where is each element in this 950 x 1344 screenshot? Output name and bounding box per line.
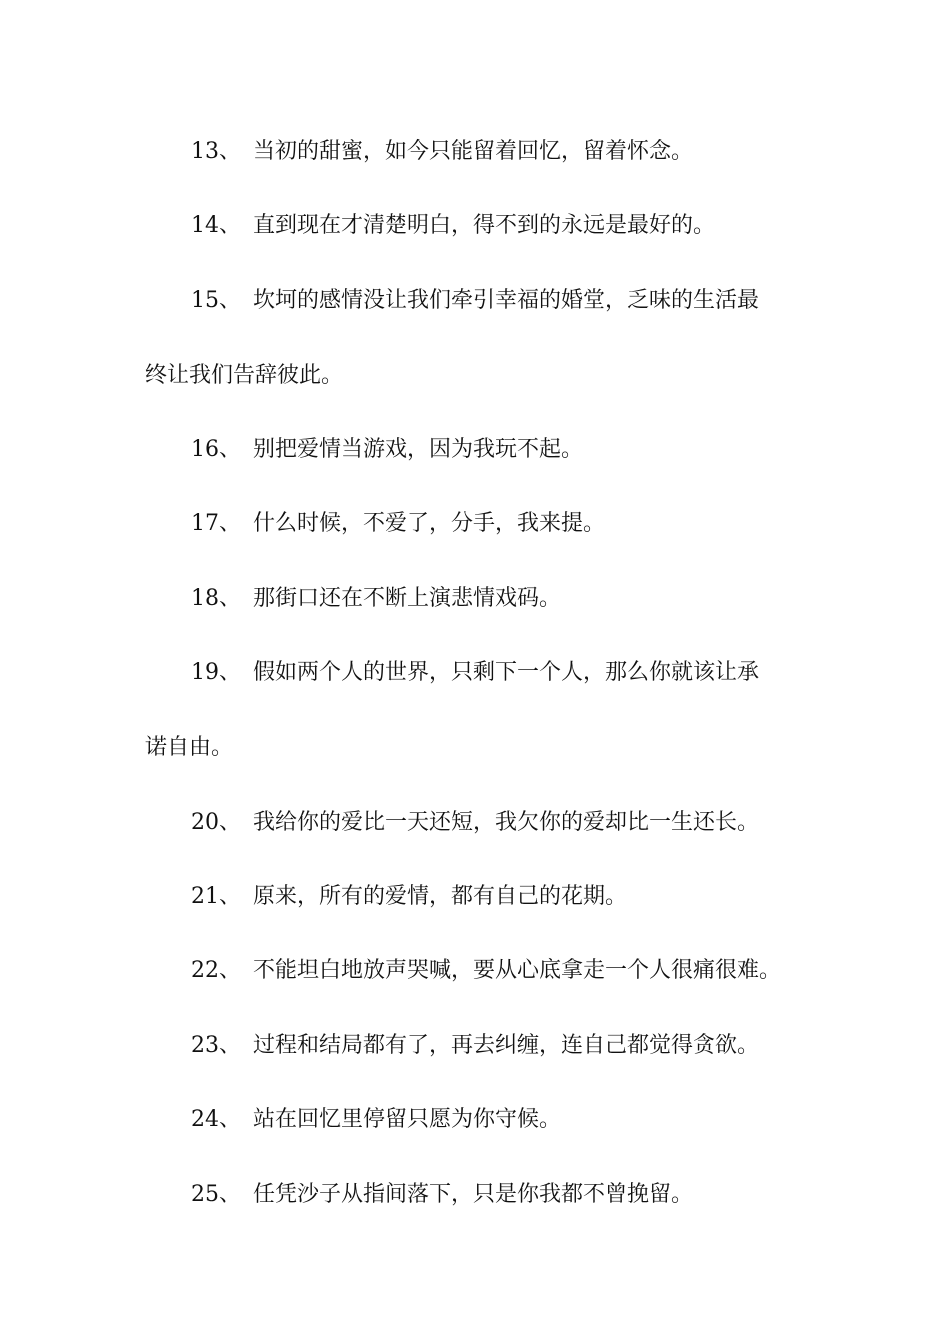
list-item xyxy=(0,951,950,991)
item-text: 假如两个人的世界，只剩下一个人，那么你就该让承 xyxy=(253,660,760,685)
item-text-continuation: 终让我们告辞彼此。 xyxy=(145,363,344,388)
item-text: 直到现在才清楚明白，得不到的永远是最好的。 xyxy=(253,213,716,238)
item-text: 我给你的爱比一天还短，我欠你的爱却比一生还长。 xyxy=(253,810,760,835)
item-text: 那街口还在不断上演悲情戏码。 xyxy=(253,586,562,611)
item-number: 24、 xyxy=(191,1107,241,1132)
item-text: 当初的甜蜜，如今只能留着回忆，留着怀念。 xyxy=(253,139,694,164)
list-item xyxy=(0,877,950,917)
item-number: 16、 xyxy=(191,437,241,462)
list-item xyxy=(0,504,950,544)
list-item-continuation xyxy=(0,728,950,768)
item-number: 17、 xyxy=(191,511,241,536)
item-number: 23、 xyxy=(191,1033,241,1058)
list-item-continuation xyxy=(0,356,950,396)
item-number: 18、 xyxy=(191,586,241,611)
list-item xyxy=(0,430,950,470)
item-text: 什么时候，不爱了，分手，我来提。 xyxy=(253,511,606,536)
item-text: 原来，所有的爱情，都有自己的花期。 xyxy=(253,884,628,909)
item-number: 14、 xyxy=(191,213,241,238)
list-item xyxy=(0,281,950,321)
list-item xyxy=(0,653,950,693)
item-number: 13、 xyxy=(191,139,241,164)
list-item xyxy=(0,579,950,619)
item-text: 不能坦白地放声哭喊，要从心底拿走一个人很痛很难。 xyxy=(253,958,782,983)
list-item xyxy=(0,206,950,246)
item-number: 15、 xyxy=(191,288,241,313)
item-number: 19、 xyxy=(191,660,241,685)
item-text: 任凭沙子从指间落下，只是你我都不曾挽留。 xyxy=(253,1182,694,1207)
item-text: 坎坷的感情没让我们牵引幸福的婚堂，乏味的生活最 xyxy=(253,288,760,313)
item-number: 21、 xyxy=(191,884,241,909)
list-item xyxy=(0,803,950,843)
list-item xyxy=(0,1026,950,1066)
item-text-continuation: 诺自由。 xyxy=(145,735,234,760)
item-number: 20、 xyxy=(191,810,241,835)
item-number: 25、 xyxy=(191,1182,241,1207)
item-text: 别把爱情当游戏，因为我玩不起。 xyxy=(253,437,584,462)
item-text: 过程和结局都有了，再去纠缠，连自己都觉得贪欲。 xyxy=(253,1033,760,1058)
item-text: 站在回忆里停留只愿为你守候。 xyxy=(253,1107,562,1132)
list-item xyxy=(0,1100,950,1140)
item-number: 22、 xyxy=(191,958,241,983)
list-item xyxy=(0,1175,950,1215)
list-item xyxy=(0,132,950,172)
